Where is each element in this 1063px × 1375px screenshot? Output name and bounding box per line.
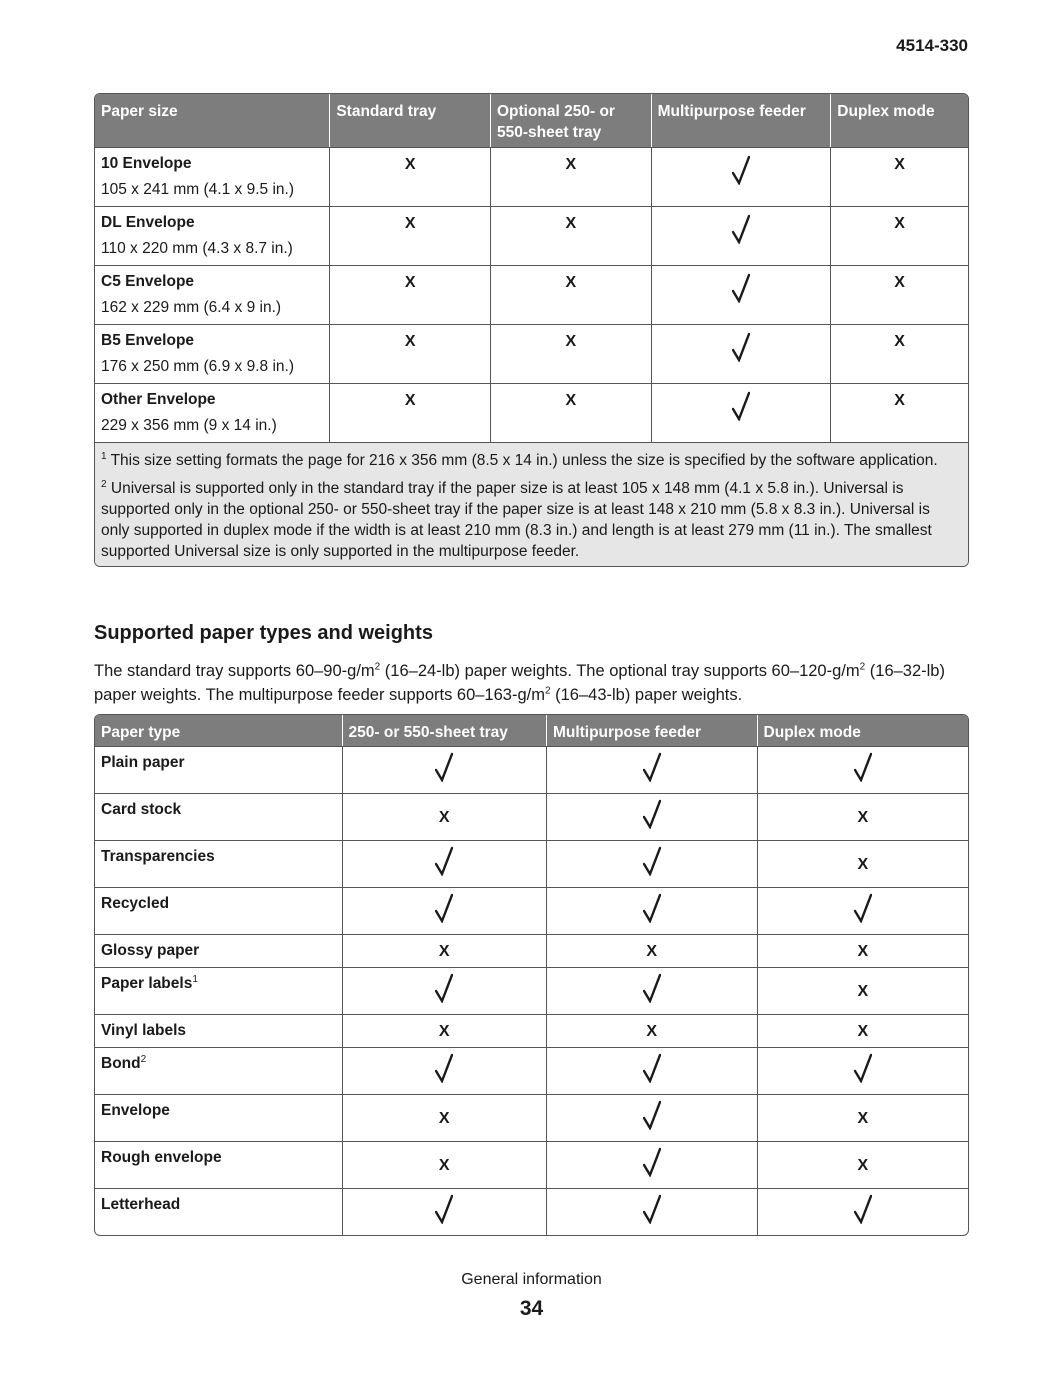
multipurpose-feeder-check-icon	[643, 1100, 661, 1136]
multipurpose-feeder-check-icon	[732, 214, 750, 250]
optional-tray-x-mark: X	[565, 274, 577, 291]
multipurpose-feeder-check-icon	[643, 846, 661, 882]
multipurpose-feeder-cell	[651, 206, 831, 265]
multipurpose-feeder-check-icon	[643, 1194, 661, 1230]
paper-size-name: C5 Envelope	[101, 273, 195, 290]
sheet-tray-cell	[342, 746, 546, 793]
paper-size-dimensions: 105 x 241 mm (4.1 x 9.5 in.)	[101, 181, 294, 198]
col-header-paper-type: Paper type	[95, 715, 342, 746]
table-row	[95, 1047, 968, 1094]
paper-size-name: DL Envelope	[101, 214, 195, 231]
table-row	[95, 324, 968, 383]
paper-type-cell	[95, 1188, 342, 1235]
duplex-mode-cell	[757, 1141, 968, 1188]
paper-size-cell	[95, 206, 329, 265]
paper-size-cell	[95, 324, 329, 383]
standard-tray-x-mark: X	[404, 392, 416, 409]
col-header-multipurpose-feeder: Multipurpose feeder	[546, 715, 757, 746]
paper-type-name: Glossy paper	[101, 942, 200, 959]
model-number: 4514-330	[896, 36, 968, 55]
duplex-mode-cell	[757, 1014, 968, 1047]
duplex-mode-x-mark: X	[857, 856, 869, 873]
sheet-tray-check-icon	[435, 893, 453, 929]
duplex-mode-cell	[757, 934, 968, 967]
standard-tray-x-mark: X	[404, 215, 416, 232]
multipurpose-feeder-x-mark: X	[646, 943, 658, 960]
duplex-mode-cell	[757, 1047, 968, 1094]
multipurpose-feeder-cell	[651, 147, 831, 206]
table-row	[95, 383, 968, 442]
paper-size-dimensions: 176 x 250 mm (6.9 x 9.8 in.)	[101, 358, 294, 375]
paper-size-cell	[95, 147, 329, 206]
footnotes-cell	[95, 442, 968, 566]
standard-tray-cell	[329, 383, 490, 442]
multipurpose-feeder-cell	[546, 1188, 757, 1235]
col-header-paper-size: Paper size	[95, 94, 329, 147]
sheet-tray-check-icon	[435, 1053, 453, 1089]
sheet-tray-x-mark: X	[438, 1157, 450, 1174]
duplex-mode-x-mark: X	[894, 392, 905, 409]
multipurpose-feeder-cell	[651, 265, 831, 324]
optional-tray-x-mark: X	[565, 156, 577, 173]
optional-tray-cell	[490, 147, 651, 206]
table-row	[95, 147, 968, 206]
standard-tray-cell	[329, 265, 490, 324]
sheet-tray-cell	[342, 1188, 546, 1235]
table-header-row	[95, 715, 968, 746]
paper-type-cell	[95, 746, 342, 793]
duplex-mode-cell	[830, 206, 968, 265]
sheet-tray-check-icon	[435, 752, 453, 788]
footnotes-row	[95, 442, 968, 566]
table-row	[95, 746, 968, 793]
standard-tray-cell	[329, 206, 490, 265]
sheet-tray-check-icon	[435, 1194, 453, 1230]
section-intro	[94, 659, 970, 707]
multipurpose-feeder-cell	[546, 1047, 757, 1094]
duplex-mode-x-mark: X	[894, 274, 905, 291]
col-header-multipurpose-feeder: Multipurpose feeder	[651, 94, 831, 147]
sheet-tray-x-mark: X	[438, 1110, 450, 1127]
intro-sup-2: 2	[859, 661, 866, 673]
multipurpose-feeder-check-icon	[643, 1147, 661, 1183]
intro-sup-1: 2	[374, 661, 381, 673]
duplex-mode-cell	[830, 324, 968, 383]
table-row	[95, 1094, 968, 1141]
table-row	[95, 206, 968, 265]
sheet-tray-cell	[342, 887, 546, 934]
standard-tray-x-mark: X	[404, 156, 416, 173]
duplex-mode-x-mark: X	[857, 1110, 869, 1127]
duplex-mode-cell	[757, 1188, 968, 1235]
standard-tray-x-mark: X	[404, 333, 416, 350]
col-header-sheet-tray: 250- or 550-sheet tray	[342, 715, 546, 746]
sheet-tray-check-icon	[435, 973, 453, 1009]
paper-type-name: Recycled	[101, 895, 170, 912]
table-row	[95, 887, 968, 934]
standard-tray-cell	[329, 324, 490, 383]
footnote-1-marker: 1	[101, 450, 107, 462]
table-row	[95, 967, 968, 1014]
intro-sup-3: 2	[544, 685, 551, 697]
sheet-tray-cell	[342, 840, 546, 887]
standard-tray-x-mark: X	[404, 274, 416, 291]
paper-size-cell	[95, 265, 329, 324]
multipurpose-feeder-cell	[546, 967, 757, 1014]
multipurpose-feeder-cell	[546, 793, 757, 840]
paper-type-name: Letterhead	[101, 1196, 181, 1213]
duplex-mode-check-icon	[854, 752, 872, 788]
paper-type-cell	[95, 1094, 342, 1141]
duplex-mode-cell	[757, 1094, 968, 1141]
page-number: 34	[519, 1297, 544, 1320]
paper-type-cell	[95, 934, 342, 967]
multipurpose-feeder-check-icon	[643, 799, 661, 835]
intro-text-2: (16–24-lb) paper weights. The optional tray supports 60–120-g/m	[380, 662, 860, 680]
paper-type-cell	[95, 1014, 342, 1047]
sheet-tray-cell	[342, 934, 546, 967]
col-header-duplex-mode: Duplex mode	[757, 715, 968, 746]
sheet-tray-x-mark: X	[438, 1023, 450, 1040]
sheet-tray-x-mark: X	[438, 809, 450, 826]
footnote-marker: 1	[192, 973, 198, 985]
paper-type-name: Transparencies	[101, 848, 215, 865]
sheet-tray-check-icon	[435, 846, 453, 882]
multipurpose-feeder-check-icon	[643, 973, 661, 1009]
paper-size-name: Other Envelope	[101, 391, 216, 408]
duplex-mode-check-icon	[854, 893, 872, 929]
optional-tray-cell	[490, 383, 651, 442]
col-header-optional-tray: Optional 250- or 550-sheet tray	[490, 94, 651, 147]
paper-size-dimensions: 162 x 229 mm (6.4 x 9 in.)	[101, 299, 282, 316]
paper-type-name: Rough envelope	[101, 1149, 222, 1166]
duplex-mode-x-mark: X	[857, 809, 869, 826]
table-row	[95, 1141, 968, 1188]
duplex-mode-cell	[757, 967, 968, 1014]
optional-tray-x-mark: X	[565, 215, 577, 232]
paper-type-name: Vinyl labels	[101, 1022, 187, 1039]
sheet-tray-cell	[342, 1094, 546, 1141]
intro-text-4: (16–43-lb) paper weights.	[550, 686, 743, 704]
paper-type-name: Envelope	[101, 1102, 170, 1119]
multipurpose-feeder-cell	[546, 1141, 757, 1188]
duplex-mode-x-mark: X	[894, 333, 905, 350]
sheet-tray-cell	[342, 967, 546, 1014]
multipurpose-feeder-check-icon	[732, 273, 750, 309]
duplex-mode-x-mark: X	[894, 156, 905, 173]
duplex-mode-x-mark: X	[857, 1157, 869, 1174]
duplex-mode-x-mark: X	[894, 215, 905, 232]
optional-tray-cell	[490, 206, 651, 265]
intro-text-1: The standard tray supports 60–90-g/m	[94, 662, 375, 680]
footnote-marker: 2	[140, 1053, 147, 1065]
intro-text-3: (16–32-lb) paper weights. The multipurpose feeder supports 60–163-g/m	[94, 662, 945, 704]
footnote-2-text: Universal is supported only in the standard tray if the paper size is at least 105 x 148 mm (4.1 x 5.8 in.). Universal is supported only in the optional 250- or 550-sheet tray if the paper size is at least 148 x 210 mm (5.8 x 8.3 in.). Universal is only supported in duplex mode if the width is at least 210 mm (8.3 in.) and length is at least 279 mm (11 in.). The smallest supported Universal size is only supported in the multipurpose feeder.	[101, 480, 932, 560]
paper-type-name: Card stock	[101, 801, 182, 818]
paper-type-name: Plain paper	[101, 754, 185, 771]
duplex-mode-check-icon	[854, 1194, 872, 1230]
table-row	[95, 1014, 968, 1047]
footnote-2	[101, 478, 962, 562]
duplex-mode-check-icon	[854, 1053, 872, 1089]
paper-size-name: B5 Envelope	[101, 332, 195, 349]
sheet-tray-cell	[342, 1014, 546, 1047]
footnote-1	[101, 450, 962, 471]
duplex-mode-cell	[757, 887, 968, 934]
footer-section-label: General information	[461, 1271, 602, 1288]
paper-type-name: Paper labels	[101, 975, 193, 992]
paper-size-dimensions: 229 x 356 mm (9 x 14 in.)	[101, 417, 277, 434]
duplex-mode-cell	[757, 746, 968, 793]
duplex-mode-cell	[830, 383, 968, 442]
sheet-tray-x-mark: X	[438, 943, 450, 960]
sheet-tray-cell	[342, 1047, 546, 1094]
footnote-1-text: This size setting formats the page for 216 x 356 mm (8.5 x 14 in.) unless the size is specified by the software application.	[110, 452, 938, 469]
multipurpose-feeder-check-icon	[732, 391, 750, 427]
multipurpose-feeder-check-icon	[732, 155, 750, 191]
section-title: Supported paper types and weights	[94, 622, 433, 644]
duplex-mode-cell	[757, 793, 968, 840]
optional-tray-cell	[490, 324, 651, 383]
multipurpose-feeder-cell	[651, 324, 831, 383]
multipurpose-feeder-check-icon	[643, 893, 661, 929]
paper-size-cell	[95, 383, 329, 442]
duplex-mode-cell	[757, 840, 968, 887]
multipurpose-feeder-check-icon	[643, 752, 661, 788]
multipurpose-feeder-check-icon	[643, 1053, 661, 1089]
paper-size-dimensions: 110 x 220 mm (4.3 x 8.7 in.)	[101, 240, 293, 257]
paper-type-cell	[95, 967, 342, 1014]
paper-type-cell	[95, 1141, 342, 1188]
paper-size-table	[94, 93, 969, 567]
multipurpose-feeder-cell	[651, 383, 831, 442]
table-row	[95, 934, 968, 967]
col-header-duplex-mode: Duplex mode	[830, 94, 968, 147]
duplex-mode-x-mark: X	[857, 983, 869, 1000]
multipurpose-feeder-cell	[546, 934, 757, 967]
paper-type-cell	[95, 1047, 342, 1094]
multipurpose-feeder-cell	[546, 887, 757, 934]
duplex-mode-cell	[830, 147, 968, 206]
sheet-tray-cell	[342, 793, 546, 840]
multipurpose-feeder-x-mark: X	[646, 1023, 658, 1040]
multipurpose-feeder-cell	[546, 840, 757, 887]
paper-type-table	[94, 714, 969, 1236]
table-header-row	[95, 94, 968, 147]
paper-type-cell	[95, 793, 342, 840]
duplex-mode-x-mark: X	[857, 943, 869, 960]
table-row	[95, 793, 968, 840]
table-row	[95, 1188, 968, 1235]
optional-tray-x-mark: X	[565, 392, 577, 409]
multipurpose-feeder-check-icon	[732, 332, 750, 368]
multipurpose-feeder-cell	[546, 1094, 757, 1141]
paper-size-name: 10 Envelope	[101, 155, 192, 172]
sheet-tray-cell	[342, 1141, 546, 1188]
col-header-standard-tray: Standard tray	[329, 94, 490, 147]
optional-tray-x-mark: X	[565, 333, 577, 350]
optional-tray-cell	[490, 265, 651, 324]
paper-type-cell	[95, 887, 342, 934]
duplex-mode-x-mark: X	[857, 1023, 869, 1040]
footnote-2-marker: 2	[101, 478, 107, 490]
multipurpose-feeder-cell	[546, 1014, 757, 1047]
multipurpose-feeder-cell	[546, 746, 757, 793]
standard-tray-cell	[329, 147, 490, 206]
table-row	[95, 265, 968, 324]
table-row	[95, 840, 968, 887]
paper-type-name: Bond	[101, 1055, 141, 1072]
duplex-mode-cell	[830, 265, 968, 324]
paper-type-cell	[95, 840, 342, 887]
